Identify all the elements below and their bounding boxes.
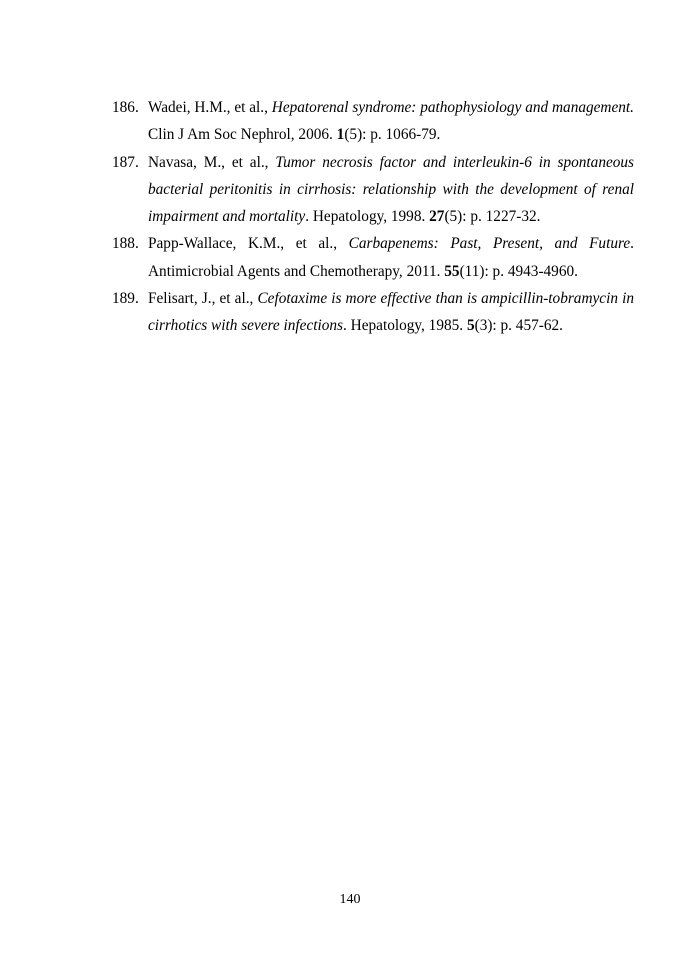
reference-item-187 [112, 149, 634, 231]
reference-volume: 1 [336, 126, 345, 144]
reference-title: Cefotaxime is more effective than is ampicillin-tobramycin in cirrhotics with severe infections [148, 290, 634, 335]
reference-authors: Papp-Wallace, K.M., et al., [148, 235, 338, 253]
reference-authors: Wadei, H.M., et al., [148, 99, 268, 116]
reference-number: 187. [112, 153, 139, 171]
reference-pages: (5): p. 1066-79. [344, 126, 441, 144]
reference-journal: Clin J Am Soc Nephrol, 2006. [148, 126, 333, 144]
reference-number: 189. [112, 290, 139, 308]
reference-journal: . Hepatology, 1985. [343, 317, 464, 335]
reference-pages: (3): p. 457-62. [474, 317, 563, 335]
reference-authors: Felisart, J., et al., [148, 290, 254, 308]
reference-pages: (5): p. 1227-32. [444, 208, 541, 226]
reference-title: Hepatorenal syndrome: pathophysiology and management. [271, 99, 634, 116]
reference-list [112, 94, 634, 340]
reference-pages: (11): p. 4943-4960. [459, 262, 578, 280]
reference-journal: . Antimicrobial Agents and Chemotherapy, 2011. [148, 235, 634, 280]
reference-item-188 [112, 230, 634, 285]
reference-number: 186. [112, 99, 139, 116]
reference-volume: 55 [444, 262, 460, 280]
reference-authors: Navasa, M., et al., [148, 153, 269, 171]
reference-item-186 [112, 94, 634, 149]
reference-title: Tumor necrosis factor and interleukin-6 in spontaneous bacterial peritonitis in cirrhosis: relationship with the development of renal impairment and mortality [148, 153, 635, 226]
reference-number: 188. [112, 235, 139, 253]
reference-volume: 27 [429, 208, 445, 226]
reference-item-189 [112, 285, 634, 340]
reference-volume: 5 [466, 317, 475, 335]
reference-title: Carbapenems: Past, Present, and Future [348, 235, 631, 253]
reference-journal: . Hepatology, 1998. [305, 208, 426, 226]
page-number: 140 [339, 892, 361, 907]
